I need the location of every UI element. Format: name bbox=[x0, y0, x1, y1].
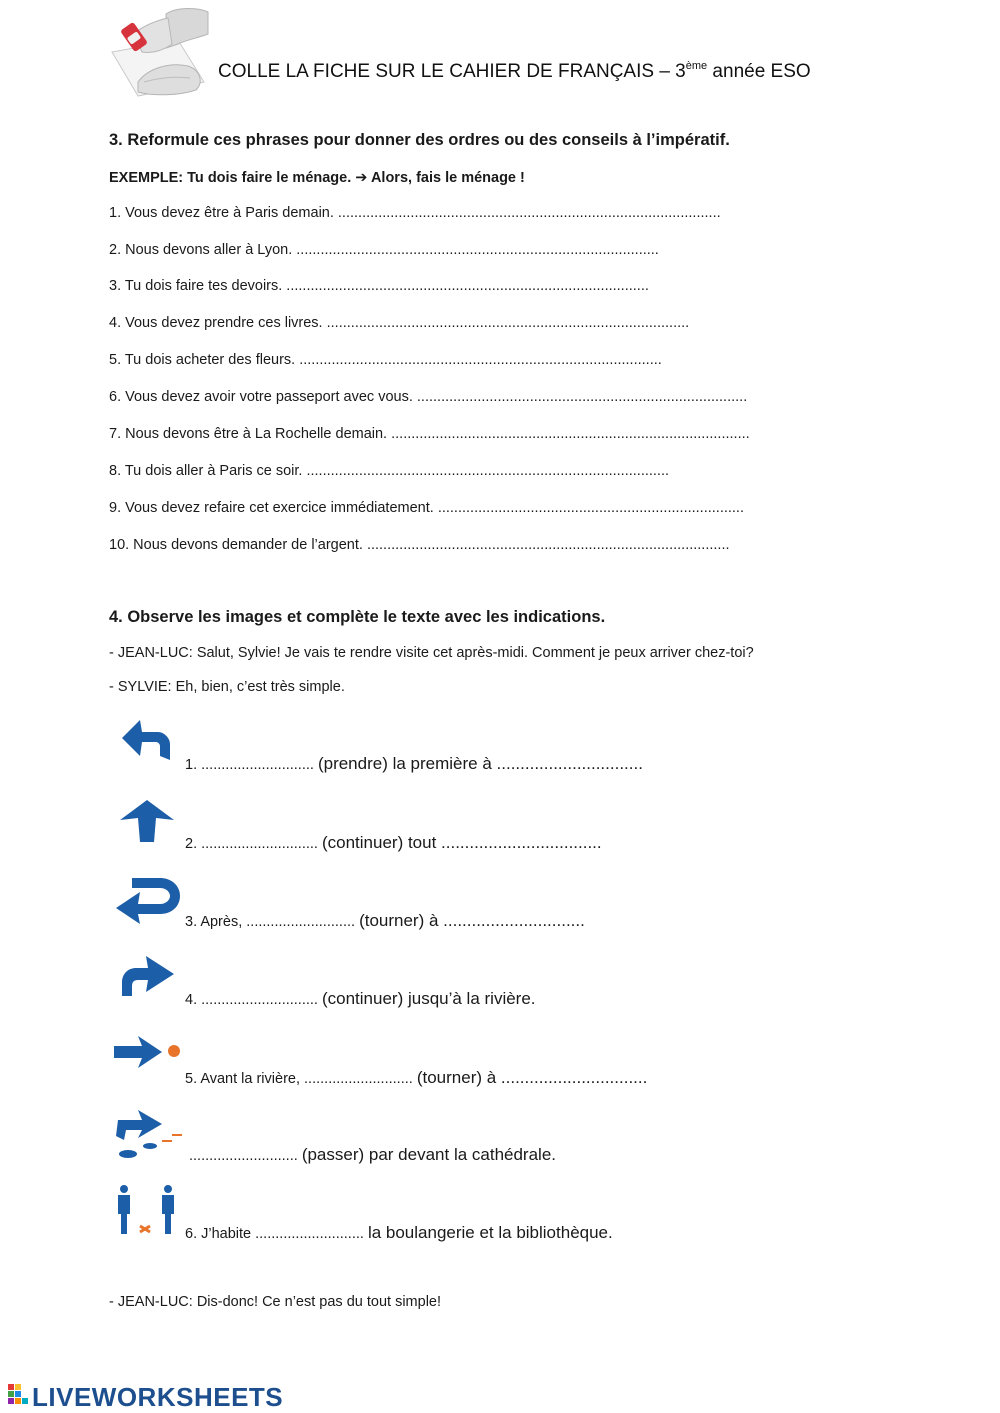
glue-stick-hand-icon bbox=[108, 4, 210, 98]
direction-line-2[interactable] bbox=[185, 833, 602, 853]
title-superscript: ème bbox=[685, 60, 708, 72]
direction-4-a: 4. ............................. bbox=[185, 992, 322, 1008]
turn-left-arrow-icon bbox=[118, 716, 174, 764]
direction-pass-b: (passer) par devant la cathédrale. bbox=[301, 1145, 557, 1164]
exercise-3-item-2[interactable]: 2. Nous devons aller à Lyon. .......................................................................................... bbox=[109, 242, 659, 258]
direction-2-b: (continuer) tout .................................. bbox=[321, 833, 602, 852]
direction-line-1[interactable] bbox=[185, 754, 643, 774]
direction-5-a: 5. Avant la rivière, ........................... bbox=[185, 1071, 417, 1087]
page-title bbox=[218, 60, 811, 83]
between-two-people-icon bbox=[112, 1184, 180, 1236]
exercise-3-title: 3. Reformule ces phrases pour donner des ordres ou des conseils à l’impératif. bbox=[109, 131, 730, 149]
dialogue-jean-luc-2: - JEAN-LUC: Dis-donc! Ce n’est pas du tout simple! bbox=[109, 1294, 442, 1310]
direction-line-6[interactable] bbox=[185, 1223, 613, 1243]
direction-line-5[interactable] bbox=[185, 1068, 647, 1088]
direction-5-b: (tourner) à ............................... bbox=[416, 1068, 648, 1087]
dialogue-sylvie-1: - SYLVIE: Eh, bien, c’est très simple. bbox=[109, 679, 345, 695]
exercise-3-item-4[interactable]: 4. Vous devez prendre ces livres. .......................................................................................... bbox=[109, 315, 690, 331]
direction-line-4[interactable] bbox=[185, 989, 536, 1009]
title-main: COLLE LA FICHE SUR LE CAHIER DE FRANÇAIS – 3 bbox=[218, 61, 686, 82]
straight-ahead-arrow-icon bbox=[118, 798, 176, 844]
exercise-3-item-9[interactable]: 9. Vous devez refaire cet exercice immédiatement. ............................................................................ bbox=[109, 500, 744, 516]
exercise-3-item-5[interactable]: 5. Tu dois acheter des fleurs. .......................................................................................... bbox=[109, 352, 662, 368]
exercise-3-item-8[interactable]: 8. Tu dois aller à Paris ce soir. .......................................................................................... bbox=[109, 463, 670, 479]
arrow-to-point-icon bbox=[112, 1032, 184, 1072]
example-arrow-icon: ➔ bbox=[355, 170, 368, 186]
exercise-3-example bbox=[109, 170, 525, 186]
exercise-3-item-1[interactable]: 1. Vous devez être à Paris demain. ............................................................................................... bbox=[109, 205, 721, 221]
direction-line-pass[interactable] bbox=[189, 1145, 556, 1165]
liveworksheets-logo[interactable]: LIVEWORKSHEETS bbox=[32, 1382, 284, 1412]
liveworksheets-blocks-icon bbox=[8, 1384, 30, 1408]
direction-3-b: (tourner) à .............................. bbox=[359, 911, 585, 930]
pass-by-arrow-icon bbox=[114, 1106, 186, 1162]
exercise-3-item-10[interactable]: 10. Nous devons demander de l’argent. .......................................................................................... bbox=[109, 537, 730, 553]
dialogue-jean-luc-1: - JEAN-LUC: Salut, Sylvie! Je vais te rendre visite cet après-midi. Comment je peux arriver chez-toi? bbox=[109, 645, 754, 661]
example-left: EXEMPLE: Tu dois faire le ménage. bbox=[109, 170, 356, 186]
direction-line-3[interactable] bbox=[185, 911, 585, 931]
direction-2-a: 2. ............................. bbox=[185, 836, 322, 852]
direction-6-a: 6. J’habite ........................... bbox=[185, 1226, 368, 1242]
direction-1-b: (prendre) la première à ............................... bbox=[317, 754, 643, 773]
direction-6-b: la boulangerie et la bibliothèque. bbox=[367, 1223, 613, 1242]
exercise-3-item-7[interactable]: 7. Nous devons être à La Rochelle demain. ......................................................................................... bbox=[109, 426, 750, 442]
example-right: Alors, fais le ménage ! bbox=[367, 170, 525, 186]
direction-pass-a: ........................... bbox=[189, 1148, 302, 1164]
direction-3-a: 3. Après, ........................... bbox=[185, 914, 360, 930]
direction-1-a: 1. ............................ bbox=[185, 757, 318, 773]
exercise-3-item-3[interactable]: 3. Tu dois faire tes devoirs. .......................................................................................... bbox=[109, 278, 649, 294]
title-end: année ESO bbox=[707, 61, 811, 82]
exercise-4-title: 4. Observe les images et complète le texte avec les indications. bbox=[109, 608, 606, 626]
u-turn-arrow-icon bbox=[112, 874, 182, 926]
turn-right-arrow-icon bbox=[120, 952, 176, 998]
direction-4-b: (continuer) jusqu’à la rivière. bbox=[321, 989, 536, 1008]
exercise-3-item-6[interactable]: 6. Vous devez avoir votre passeport avec vous. .................................................................................. bbox=[109, 389, 748, 405]
